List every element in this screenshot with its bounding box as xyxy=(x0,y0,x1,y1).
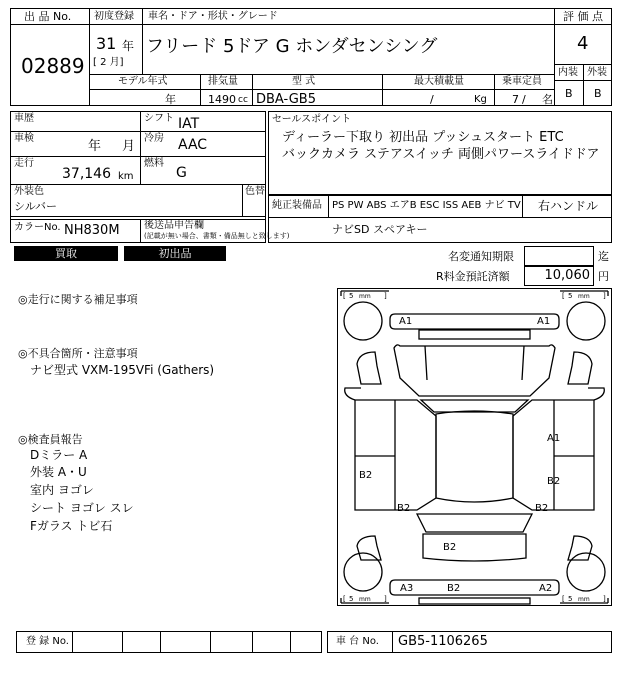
color-no-label: カラーNo. xyxy=(14,222,61,233)
damage-label: B2 xyxy=(535,503,549,514)
svg-text:]: ] xyxy=(603,595,606,603)
color-no: NH830M xyxy=(64,223,120,238)
first-listing-badge: 初出品 xyxy=(124,246,226,261)
max-load-unit: Kg xyxy=(474,94,487,105)
capacity: 7 xyxy=(512,93,519,106)
recycle-amount: 10,060 xyxy=(544,268,590,283)
displacement-unit: cc xyxy=(238,95,248,105)
ext-color: シルバー xyxy=(14,200,57,213)
tire-label-fl: [ xyxy=(343,292,346,300)
reg-no-label: 登 録 No. xyxy=(26,636,69,647)
car-name-label: 車名・ドア・形状・グレード xyxy=(148,11,278,22)
handle-side: 右ハンドル xyxy=(538,199,599,213)
inspector-title: ◎検査員報告 xyxy=(18,433,83,446)
inspection-month: 月 xyxy=(122,139,136,154)
sales-point-title: セールスポイント xyxy=(272,114,352,125)
sales-point-line2: バックカメラ ステアスイッチ 両側パワースライドドア xyxy=(282,147,600,162)
chassis-label: 車 台 No. xyxy=(336,636,379,647)
first-reg-label: 初度登録 xyxy=(94,11,134,22)
reg-month: [ 2 月] xyxy=(93,57,124,68)
deadline-box xyxy=(524,246,594,266)
deadline-label: 名変通知期限 xyxy=(448,250,514,263)
car-diagram xyxy=(337,288,612,606)
inspection-label: 車検 xyxy=(14,133,34,144)
repaint-label: 色替 xyxy=(245,186,265,197)
svg-text:[: [ xyxy=(562,595,565,603)
recycle-unit: 円 xyxy=(598,270,609,283)
tire-depth-rl: 5 xyxy=(349,595,354,603)
tire-depth-rr: 5 xyxy=(568,595,573,603)
damage-label: A1 xyxy=(547,433,561,444)
ext-color-label: 外装色 xyxy=(14,186,44,197)
type-label: 型 式 xyxy=(292,76,316,87)
driving-notes-title: ◎走行に関する補足事項 xyxy=(18,293,138,306)
recycle-label: R料金預託済額 xyxy=(436,270,510,283)
sales-point-line1: ディーラー下取り 初出品 プッシュスタート ETC xyxy=(282,130,564,145)
mileage-value: 37,146 xyxy=(62,166,111,182)
aftermarket-note: (記載が無い場合、書類・備品無しと致します) xyxy=(144,232,290,240)
ac-value: AAC xyxy=(178,137,208,153)
tire-unit-fl: mm xyxy=(359,293,371,300)
tire-unit-rr: mm xyxy=(578,596,590,603)
svg-text:]: ] xyxy=(384,292,387,300)
inspector-line: シート ヨゴレ スレ xyxy=(30,501,134,515)
fuel-label: 燃料 xyxy=(144,158,164,169)
extras: ナビSD スペアキー xyxy=(332,223,428,236)
chassis-number: GB5-1106265 xyxy=(398,634,488,649)
interior-grade: B xyxy=(565,87,573,100)
damage-label: B2 xyxy=(547,476,561,487)
damage-label: B2 xyxy=(359,470,373,481)
mileage-label: 走行 xyxy=(14,158,34,169)
score-label: 評 価 点 xyxy=(563,10,603,23)
shift-value: IAT xyxy=(178,116,200,132)
damage-label: B2 xyxy=(443,542,457,553)
inspector-line: 室内 ヨゴレ xyxy=(30,483,94,497)
damage-label: A2 xyxy=(539,583,553,594)
reg-year: 31 xyxy=(96,34,117,53)
fuel-value: G xyxy=(176,165,187,181)
model-year-label: モデル年式 xyxy=(118,76,168,87)
inspector-line: Fガラス トビ石 xyxy=(30,519,113,533)
svg-text:[: [ xyxy=(343,595,346,603)
tire-unit-rl: mm xyxy=(359,596,371,603)
damage-label: A3 xyxy=(400,583,414,594)
inspector-line: 外装 A・U xyxy=(30,465,87,479)
svg-text:[: [ xyxy=(562,292,565,300)
tire-depth-fr: 5 xyxy=(568,292,573,300)
history-label: 車歴 xyxy=(14,113,34,124)
defects-title: ◎不具合箇所・注意事項 xyxy=(18,347,138,360)
svg-text:]: ] xyxy=(603,292,606,300)
damage-label: A1 xyxy=(537,316,551,327)
score-value: 4 xyxy=(577,33,589,54)
ac-label: 冷房 xyxy=(144,133,164,144)
exterior-label: 外装 xyxy=(587,67,607,78)
damage-label: A1 xyxy=(399,316,413,327)
capacity-label: 乗車定員 xyxy=(502,76,542,87)
car-name: フリード 5ドア G ホンダセンシング xyxy=(146,36,438,57)
standard-equip-label: 純正装備品 xyxy=(272,200,322,211)
exterior-grade: B xyxy=(594,87,602,100)
lot-number-label: 出 品 No. xyxy=(24,10,72,23)
damage-label: B2 xyxy=(397,503,411,514)
capacity-sep: / xyxy=(522,93,526,106)
tire-depth-fl: 5 xyxy=(349,292,354,300)
inspector-line: Dミラー A xyxy=(30,448,88,462)
max-load-label: 最大積載量 xyxy=(414,76,464,87)
model-year-unit: 年 xyxy=(165,93,176,106)
inspection-year: 年 xyxy=(88,139,102,154)
aftermarket-label: 後送品申告欄 xyxy=(144,220,204,231)
svg-text:]: ] xyxy=(384,595,387,603)
displacement-label: 排気量 xyxy=(208,76,238,87)
shift-label: シフト xyxy=(144,113,174,124)
deadline-unit: 迄 xyxy=(598,250,609,263)
lot-number: 02889 xyxy=(21,54,85,78)
tire-unit-fr: mm xyxy=(578,293,590,300)
buyback-badge: 買取 xyxy=(14,246,118,261)
interior-label: 内装 xyxy=(558,67,578,78)
mileage-unit: km xyxy=(118,171,134,182)
standard-equip: PS PW ABS エアB ESC ISS AEB ナビ TV xyxy=(332,200,521,211)
defects-line: ナビ型式 VXM-195VFi (Gathers) xyxy=(30,363,215,377)
max-load: / xyxy=(430,93,434,106)
displacement: 1490 xyxy=(208,93,236,106)
capacity-unit: 名 xyxy=(542,93,553,106)
reg-year-unit: 年 xyxy=(122,39,135,53)
model-type: DBA-GB5 xyxy=(256,92,316,107)
damage-label: B2 xyxy=(447,583,461,594)
